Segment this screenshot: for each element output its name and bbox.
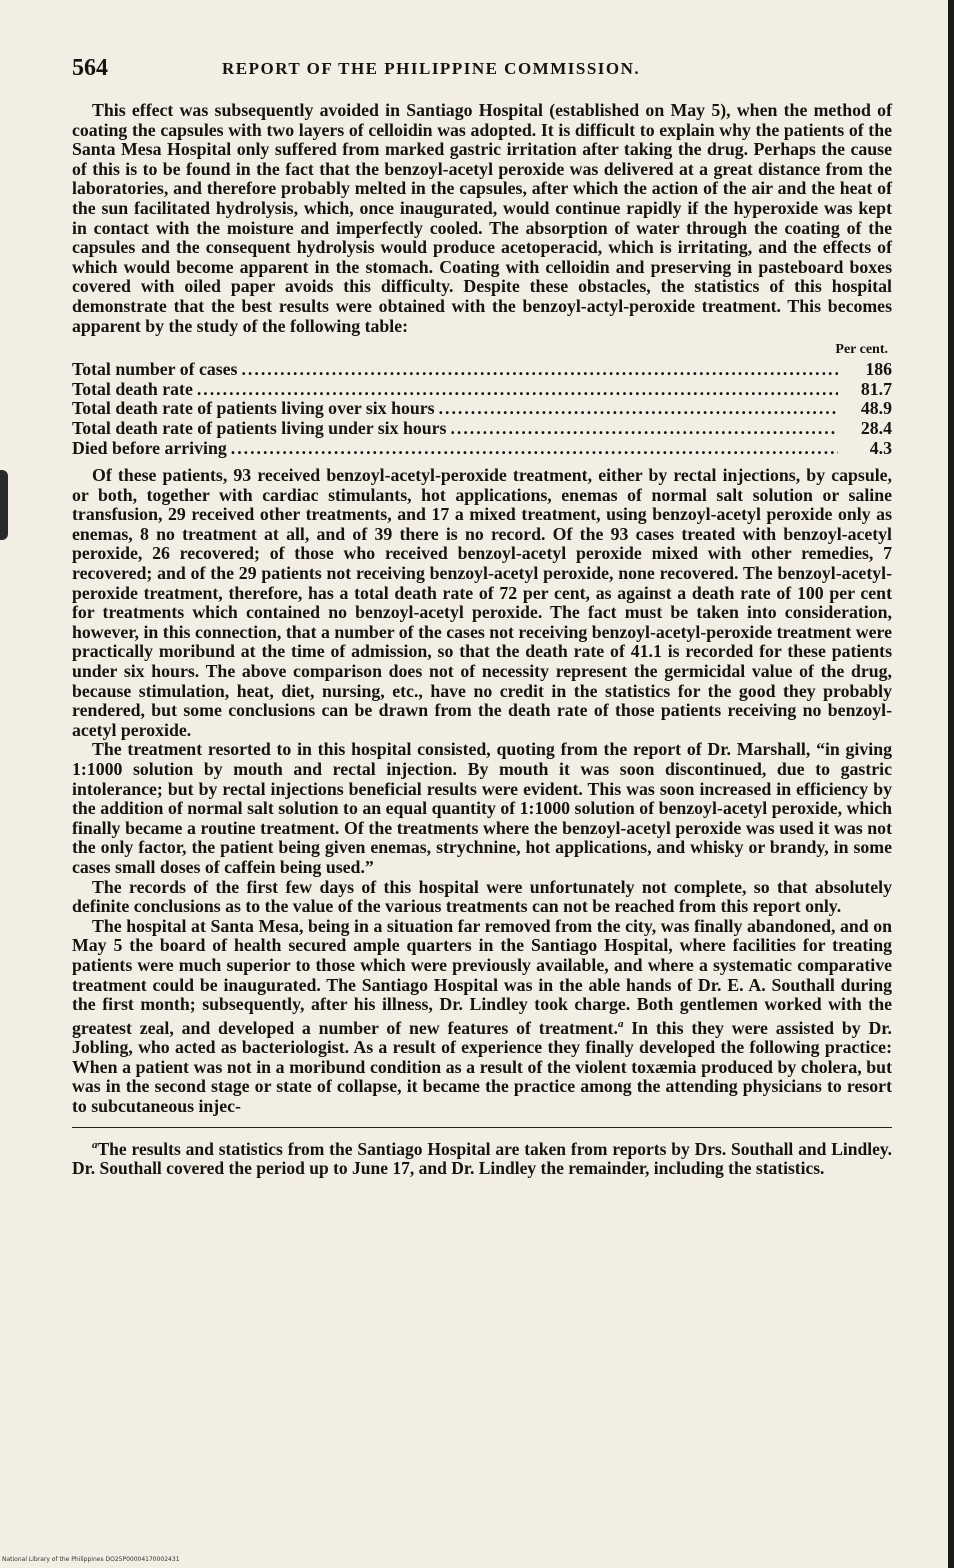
- footnote-reference: a: [617, 1017, 624, 1030]
- paragraph-4: The records of the first few days of this hospital were unfortunately not complete, so that absolutely definite conclusions as to the value of the various treatments can not be reached from this report only.: [72, 876, 892, 917]
- binding-mark: [0, 470, 8, 540]
- paragraph-5-text-b: In this they were assisted by Dr. Jobling, who acted as bacteriologist. As a result of experience they finally developed the following practice: When a patient was not in a moribund condition as a result of the violent toxæmia produced by cholera, but was in the second stage or state of collapse, it became the practice among the attending physicians to resort to subcutaneous injec-: [72, 1017, 892, 1117]
- footnote-divider: [72, 1127, 892, 1128]
- stats-label: Total number of cases: [72, 359, 238, 380]
- page-header: [72, 55, 892, 91]
- footnote-text: The results and statistics from the Santiago Hospital are taken from reports by Drs. Southall and Lindley. Dr. Southall covered the period up to June 17, and Dr. Lindley the remainder, including the statistics.: [72, 1138, 892, 1179]
- leader-dots: [439, 399, 838, 419]
- stats-label: Total death rate: [72, 378, 193, 399]
- stats-row: [72, 380, 892, 400]
- leader-dots: [231, 439, 838, 459]
- footnote-mark: a: [92, 1138, 98, 1151]
- stats-label: Total death rate of patients living over six hours: [72, 398, 435, 419]
- stats-value: 4.3: [869, 437, 892, 458]
- leader-dots: [450, 419, 838, 439]
- stats-value: 81.7: [860, 378, 892, 399]
- page-number: 564: [72, 55, 108, 81]
- stats-value: 186: [865, 359, 892, 380]
- paragraph-5: [72, 917, 892, 1117]
- paragraph-1: This effect was subsequently avoided in Santiago Hospital (established on May 5), when the method of coating the capsules with two layers of celloidin was adopted. It is difficult to explain why the patients of the Santa Mesa Hospital only suffered from marked gastric irritation after taking the drug. Perhaps the cause of this is to be found in the fact that the benzoyl-acetyl peroxide was delivered at a great distance from the laboratories, and therefore probably melted in the capsules, after which the action of the air and the heat of the sun facilitated hydrolysis, which, once inaugurated, would continue rapidly if the hyperoxide was kept in contact with the moisture and imperfectly cooled. The absorption of water through the coating of the capsules and the consequent hydrolysis would produce acetoperacid, which is irritating, and the effects of which would become apparent in the stomach. Coating with celloidin and preserving in pasteboard boxes covered with oiled paper avoids this difficulty. Despite these obstacles, the statistics of this hospital demonstrate that the best results were obtained with the benzoyl-actyl-peroxide treatment. This becomes apparent by the study of the following table:: [72, 100, 892, 336]
- stats-value: 48.9: [860, 398, 892, 419]
- stats-row: [72, 360, 892, 380]
- footnote-paragraph: [72, 1136, 892, 1179]
- paragraph-5-text-a: The hospital at Santa Mesa, being in a situation far removed from the city, was finally abandoned, and on May 5 the board of health secured ample quarters in the Santiago Hospital, where facilities for treating patients were much superior to those which were previously available, and where a systematic comparative treatment could be inaugurated. The Santiago Hospital was in the able hands of Dr. E. A. Southall during the first month; subsequently, after his illness, Dr. Lindley took charge. Both gentlemen worked with the greatest zeal, and developed a number of new features of treatment.: [72, 915, 892, 1038]
- statistics-table: [72, 342, 892, 458]
- stats-row: [72, 439, 892, 459]
- stats-row: [72, 399, 892, 419]
- paragraph-2: Of these patients, 93 received benzoyl-acetyl-peroxide treatment, either by rectal injections, by capsule, or both, together with cardiac stimulants, hot applications, enemas of normal salt solution or saline transfusion, 29 received other treatments, and 17 a mixed treatment, using benzoyl-acetyl peroxide only as enemas, 8 no treatment at all, and of 39 there is no record. Of the 93 cases treated with benzoyl-acetyl peroxide, 26 recovered; of those who received benzoyl-acetyl peroxide mixed with other remedies, 7 recovered; and of the 29 patients not receiving benzoyl-acetyl peroxide, none recovered. The benzoyl-acetyl-peroxide treatment, therefore, has a total death rate of 72 per cent, as against a death rate of 100 per cent for treatments which contained no benzoyl-acetyl peroxide. The fact must be taken into consideration, however, in this connection, that a number of the cases not receiving benzoyl-acetyl-peroxide treatment were practically moribund at the time of admission, so that the death rate of 41.1 is recorded for these patients under six hours. The above comparison does not of necessity represent the germicidal value of the drug, because stimulation, heat, diet, nursing, etc., have no credit in the statistics for the good they probably rendered, but some conclusions can be drawn from the death rate of those patients receiving no benzoyl-acetyl peroxide.: [72, 465, 892, 740]
- page-edge-shadow: [948, 0, 954, 1568]
- running-head: REPORT OF THE PHILIPPINE COMMISSION.: [222, 59, 641, 78]
- paragraph-3: The treatment resorted to in this hospital consisted, quoting from the report of Dr. Marshall, “in giving 1:1000 solution by mouth and rectal injection. By mouth it was soon discontinued, due to gastric intolerance; but by rectal injections beneficial results were evident. This was soon increased in efficiency by the addition of normal salt solution to an equal quantity of 1:1000 solution of benzoyl-acetyl peroxide, which finally became a routine treatment. Of the treatments where the benzoyl-acetyl peroxide was used it was not the only factor, the patient being given enemas, strychnine, hot applications, and whisky or brandy, in some cases small doses of caffein being used.”: [72, 739, 892, 877]
- leader-dots: [241, 360, 838, 380]
- library-imprint: National Library of the Philippines DO25P00004170002431: [2, 1556, 180, 1563]
- stats-row: [72, 419, 892, 439]
- page: [72, 55, 892, 1179]
- stats-unit-header: Per cent.: [835, 342, 888, 358]
- stats-label: Total death rate of patients living under six hours: [72, 417, 447, 438]
- footnote: [72, 1136, 892, 1179]
- leader-dots: [197, 380, 838, 400]
- stats-label: Died before arriving: [72, 437, 227, 458]
- stats-value: 28.4: [860, 417, 892, 438]
